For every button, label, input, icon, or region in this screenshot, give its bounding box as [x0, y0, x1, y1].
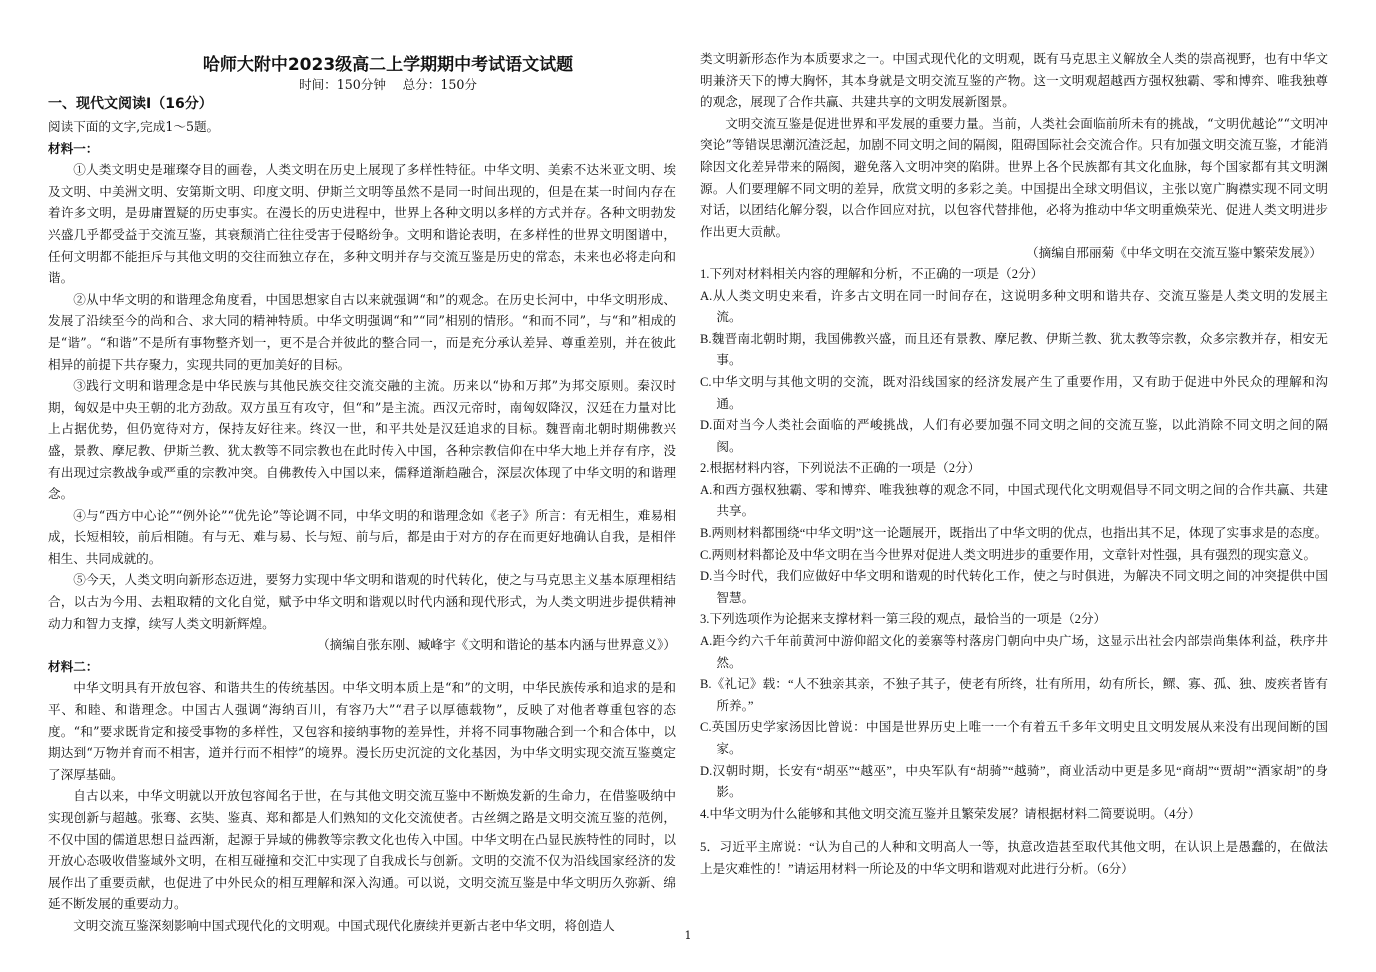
section-heading: 一、现代文阅读Ⅰ（16分） [48, 96, 213, 112]
question-option: A.从人类文明史来看，许多古文明在同一时间存在，这说明多种文明和谐共存、交流互鉴是人类文明的发展主流。 [700, 288, 1328, 325]
material2-paragraph: 文明交流互鉴是促进世界和平发展的重要力量。当前，人类社会面临前所未有的挑战，“文明优越论”“文明冲突论”等错误思潮沉渣泛起，加剧不同文明之间的隔阂，阻碍国际社会交流合作。只有加强文明交流互鉴，才能消除因文化差异带来的隔阂，避免落入文明冲突的陷阱。世界上各个民族都有其文化血脉，每个国家都有其文明渊源。人们要理解不同文明的差异，欣赏文明的多彩之美。中国提出全球文明倡议，主张以宽广胸襟实现不同文明对话，以团结化解分裂，以合作回应对抗，以包容代替排他，必将为推动中华文明重焕荣光、促进人类文明进步作出更大贡献。 [700, 115, 1328, 239]
material2-paragraph-continued: 类文明新形态作为本质要求之一。中国式现代化的文明观，既有马克思主义解放全人类的崇高视野，也有中华文明兼济天下的博大胸怀，其本身就是文明交流互鉴的产物。这一文明观超越西方强权独霸、零和博弈、唯我独尊的观念，展现了合作共赢、共建共享的文明发展新图景。 [700, 51, 1328, 110]
question-option: B.魏晋南北朝时期，我国佛教兴盛，而且还有景教、摩尼教、伊斯兰教、犹太教等宗教，众多宗教并存，相安无事。 [700, 331, 1328, 368]
question-stem: 4.中华文明为什么能够和其他文明交流互鉴并且繁荣发展？请根据材料二简要说明。（4分） [700, 806, 1201, 821]
question-stem: 1.下列对材料相关内容的理解和分析，不正确的一项是（2分） [700, 266, 1044, 281]
material1-source: （摘编自张东刚、臧峰宇《文明和谐论的基本内涵与世界意义》） [317, 637, 676, 653]
material2-source: （摘编自邢丽菊《中华文明在交流互鉴中繁荣发展》） [1026, 245, 1322, 261]
material1-label: 材料一： [48, 140, 99, 156]
exam-title: 哈师大附中2023级高二上学期期中考试语文试题 [202, 55, 574, 75]
material2-paragraph: 中华文明具有开放包容、和谐共生的传统基因。中华文明本质上是“和”的文明，中华民族传承和追求的是和平、和睦、和谐理念。中国古人强调“海纳百川，有容乃大”“君子以厚德载物”，反映了对他者尊重包容的态度。“和”要求既肯定和接受事物的多样性，又包容和接纳事物的差异性，并将不同事物融合到一个和合体中，以期达到“万物并育而不相害，道并行而不相悖”的境界。漫长历史沉淀的文化基因，为中华文明实现交流互鉴奠定了深厚基础。 [48, 680, 676, 782]
question-option: D.汉朝时期，长安有“胡巫”“越巫”，中央军队有“胡骑”“越骑”，商业活动中更是多见“商胡”“贾胡”“酒家胡”的身影。 [700, 763, 1328, 800]
right-column [700, 48, 1328, 881]
left-column [48, 92, 676, 937]
question-option: D.面对当今人类社会面临的严峻挑战，人们有必要加强不同文明之间的交流互鉴，以此消除不同文明之间的隔阂。 [700, 418, 1328, 454]
question-option: A.距今约六千年前黄河中游仰韶文化的姜寨等村落房门朝向中央广场，这显示出社会内部崇尚集体利益，秩序井然。 [700, 634, 1328, 670]
instruction: 阅读下面的文字,完成1～5题。 [48, 119, 220, 134]
question-option: C.两则材料都论及中华文明在当今世界对促进人类文明进步的重要作用，文章针对性强，具有强烈的现实意义。 [700, 547, 1317, 562]
material2-paragraph: 自古以来，中华文明就以开放包容闻名于世，在与其他文明交流互鉴中不断焕发新的生命力，在借鉴吸纳中实现创新与超越。张骞、玄奘、鉴真、郑和都是人们熟知的文化交流使者。古丝绸之路是文明交流互鉴的范例，不仅中国的儒道思想日益西渐，起源于异域的佛教等宗教文化也传入中国。中华文明在凸显民族特性的同时，以开放心态吸收借鉴域外文明，在相互碰撞和交汇中实现了自我成长与创新。文明的交流不仅为沿线国家经济的发展作出了重要贡献，也促进了中外民众的相互理解和深入沟通。可以说，文明交流互鉴是中华文明历久弥新、绵延不断发展的重要动力。 [48, 788, 676, 912]
question-option: B.两则材料都围绕“中华文明”这一论题展开，既指出了中华文明的优点，也指出其不足，体现了实事求是的态度。 [700, 526, 1328, 541]
material2-paragraph: 文明交流互鉴深刻影响中国式现代化的文明观。中国式现代化赓续并更新古老中华文明，将创造人 [73, 917, 615, 933]
question-stem: 5．习近平主席说：“认为自己的人种和文明高人一等，执意改造甚至取代其他文明，在认识上是愚蠢的，在做法上是灾难性的！”请运用材料一所论及的中华文明和谐观对此进行分析。（6分） [700, 840, 1328, 876]
question-stem: 3.下列选项作为论据来支撑材料一第三段的观点，最恰当的一项是（2分） [700, 612, 1107, 627]
question-option: C.英国历史学家汤因比曾说：中国是世界历史上唯一一个有着五千多年文明史且文明发展从来没有出现间断的国家。 [700, 720, 1328, 756]
material1-paragraph: ②从中华文明的和谐理念角度看，中国思想家自古以来就强调“和”的观念。在历史长河中，中华文明形成、发展了沿续至今的尚和合、求大同的精神特质。中华文明强调“和”“同”相别的情形。“和而不同”，与“和”相成的是“谐”。“和谐”不是所有事物整齐划一，更不是合并彼此的整合同一，而是充分承认差异、尊重差别，并在彼此相异的前提下共存聚力，实现共同的更加美好的目标。 [48, 291, 676, 372]
material2-label: 材料二： [48, 658, 99, 674]
question-option: A.和西方强权独霸、零和博弈、唯我独尊的观念不同，中国式现代化文明观倡导不同文明之间的合作共赢、共建共享。 [700, 482, 1328, 519]
exam-meta: 时间：150分钟 总分：150分 [298, 77, 478, 92]
material1-paragraph: ③践行文明和谐理念是中华民族与其他民族交往交流交融的主流。历来以“协和万邦”为邦交原则。秦汉时期，匈奴是中央王朝的北方劲敌。双方虽互有攻守，但“和”是主流。西汉元帝时，南匈奴降汉，汉廷在力量对比上占据优势，但仍宽待对方，保持友好往来。终汉一世，和平共处是汉廷追求的目标。魏晋南北朝时期佛教兴盛，景教、摩尼教、伊斯兰教、犹太教等不同宗教也在此时传入中国，各种宗教信仰在中华大地上并存有序，没有出现过宗教战争或严重的宗教冲突。自佛教传入中国以来，儒释道渐趋融合，深层次体现了中华文明的和谐理念。 [48, 378, 676, 502]
question-stem: 2.根据材料内容，下列说法不正确的一项是（2分） [700, 461, 981, 476]
material1-paragraph: ⑤今天，人类文明向新形态迈进，要努力实现中华文明和谐观的时代转化，使之与马克思主义基本原理相结合，以古为今用、去粗取精的文化自觉，赋予中华文明和谐观以时代内涵和现代形式，为人类文明进步提供精神动力和智力支撑，续写人类文明新辉煌。 [48, 572, 676, 631]
question-option: B.《礼记》载：“人不独亲其亲，不独子其子，使老有所终，壮有所用，幼有所长，鳏、寡、孤、独、废疾者皆有所养。” [700, 677, 1328, 713]
question-option: D.当今时代，我们应做好中华文明和谐观的时代转化工作，使之与时俱进，为解决不同文明之间的冲突提供中国智慧。 [700, 569, 1328, 605]
material1-paragraph: ①人类文明史是璀璨夺目的画卷，人类文明在历史上展现了多样性特征。中华文明、美索不达米亚文明、埃及文明、中美洲文明、安第斯文明、印度文明、伊斯兰文明等虽然不是同一时间出现的，但是在某一时间内存在着许多文明，是毋庸置疑的历史事实。在漫长的历史进程中，世界上各种文明以多样的方式并存。各种文明勃发兴盛几乎都受益于交流互鉴，其衰颓消亡往往受害于侵略纷争。文明和谐论表明，在多样性的世界文明图谱中，任何文明都不能拒斥与其他文明的交往而独立存在，多种文明并存与交流互鉴是历史的常态，未来也必将走向和谐。 [48, 162, 676, 286]
material1-paragraph: ④与“西方中心论”“例外论”“优先论”等论调不同，中华文明的和谐理念如《老子》所言：有无相生，难易相成，长短相较，前后相随。有与无、难与易、长与短、前与后，都是由于对方的存在而更好地确认自我，是相伴相生、共同成就的。 [48, 507, 676, 566]
question-option: C.中华文明与其他文明的交流，既对沿线国家的经济发展产生了重要作用，又有助于促进中外民众的理解和沟通。 [700, 374, 1328, 411]
page-number: 1 [684, 929, 692, 942]
